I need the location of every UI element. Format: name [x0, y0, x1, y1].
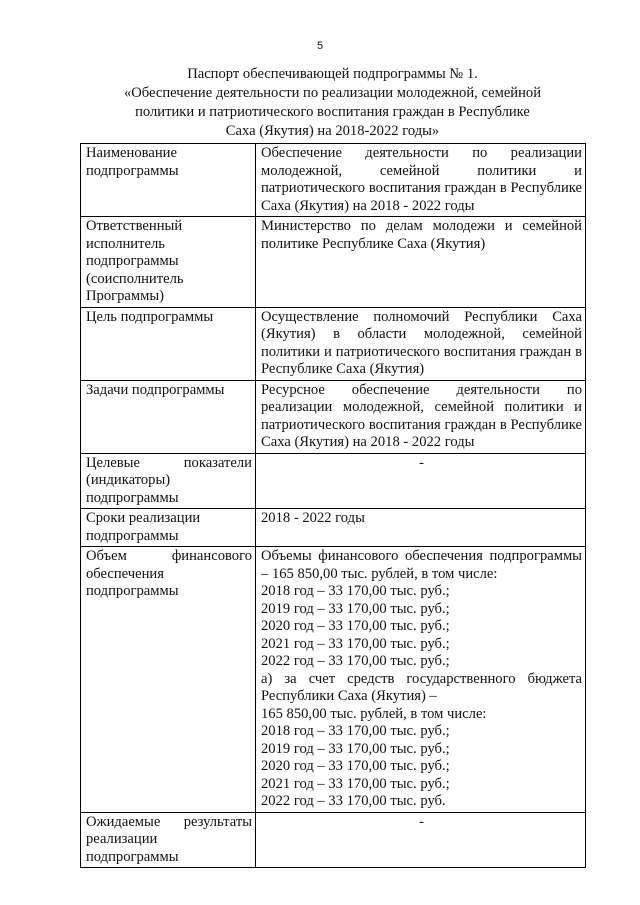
- financing-intro: Объемы финансового обеспечения подпрограммы – 165 850,00 тыс. рублей, в том числе:: [261, 548, 582, 582]
- table-row: [81, 812, 586, 868]
- year-amount: 2020 год – 33 170,00 тыс. руб.;: [261, 758, 450, 774]
- year-amount: 2018 год – 33 170,00 тыс. руб.;: [261, 723, 450, 739]
- table-row: [81, 144, 586, 217]
- row-label: Целевые показатели (индикаторы) подпрограммы: [81, 453, 256, 509]
- title-line: «Обеспечение деятельности по реализации молодежной, семейной: [123, 85, 542, 101]
- year-amount: 2022 год – 33 170,00 тыс. руб.;: [261, 653, 450, 669]
- row-value: 2018 - 2022 годы: [256, 509, 586, 547]
- row-label: Ожидаемые результаты реализации подпрограммы: [81, 812, 256, 868]
- budget-amount: 165 850,00 тыс. рублей, в том числе:: [261, 705, 487, 722]
- row-value: Министерство по делам молодежи и семейной политике Республике Саха (Якутия): [256, 217, 586, 308]
- year-amount: 2021 год – 33 170,00 тыс. руб.;: [261, 775, 450, 792]
- budget-intro: а) за счет средств государственного бюджета Республики Саха (Якутия) –: [261, 670, 582, 704]
- year-amount: 2020 год – 33 170,00 тыс. руб.;: [261, 618, 450, 634]
- row-label: Наименование подпрограммы: [81, 144, 256, 217]
- row-value-financing: [256, 547, 586, 813]
- page-number: 5: [316, 40, 324, 52]
- year-amount: 2021 год – 33 170,00 тыс. руб.;: [261, 635, 450, 652]
- row-label: Объем финансового обеспечения подпрограммы: [81, 547, 256, 813]
- table-row: [81, 217, 586, 308]
- row-label: Ответственный исполнитель подпрограммы (соисполнитель Программы): [81, 217, 256, 308]
- year-amount: 2019 год – 33 170,00 тыс. руб.;: [261, 600, 450, 617]
- row-label: Сроки реализации подпрограммы: [81, 509, 256, 547]
- table-row: [81, 547, 586, 813]
- row-value: Обеспечение деятельности по реализации молодежной, семейной политики и патриотического воспитания граждан в Республике Саха (Якутия) на 2018 - 2022 годы: [256, 144, 586, 217]
- table-row: [81, 380, 586, 453]
- row-value: Осуществление полномочий Республики Саха (Якутия) в области молодежной, семейной политики и патриотического воспитания граждан в Республике Саха (Якутия): [256, 307, 586, 380]
- row-value: -: [256, 453, 586, 509]
- row-label: Задачи подпрограммы: [81, 380, 256, 453]
- row-label: Цель подпрограммы: [81, 307, 256, 380]
- table-row: [81, 307, 586, 380]
- passport-table: [80, 143, 586, 868]
- title-line: Паспорт обеспечивающей подпрограммы № 1.: [187, 66, 478, 82]
- title-line: политики и патриотического воспитания граждан в Республике: [135, 104, 530, 120]
- year-amount: 2019 год – 33 170,00 тыс. руб.;: [261, 740, 450, 757]
- row-value: Ресурсное обеспечение деятельности по реализации молодежной, семейной политики и патриотического воспитания граждан в Республике Саха (Якутия) на 2018 - 2022 годы: [256, 380, 586, 453]
- table-row: [81, 453, 586, 509]
- document-title: [80, 65, 585, 141]
- year-amount: 2018 год – 33 170,00 тыс. руб.;: [261, 583, 450, 599]
- table-row: [81, 509, 586, 547]
- row-value: -: [256, 812, 586, 868]
- year-amount: 2022 год – 33 170,00 тыс. руб.: [261, 793, 446, 809]
- title-line: Саха (Якутия) на 2018-2022 годы»: [225, 123, 440, 139]
